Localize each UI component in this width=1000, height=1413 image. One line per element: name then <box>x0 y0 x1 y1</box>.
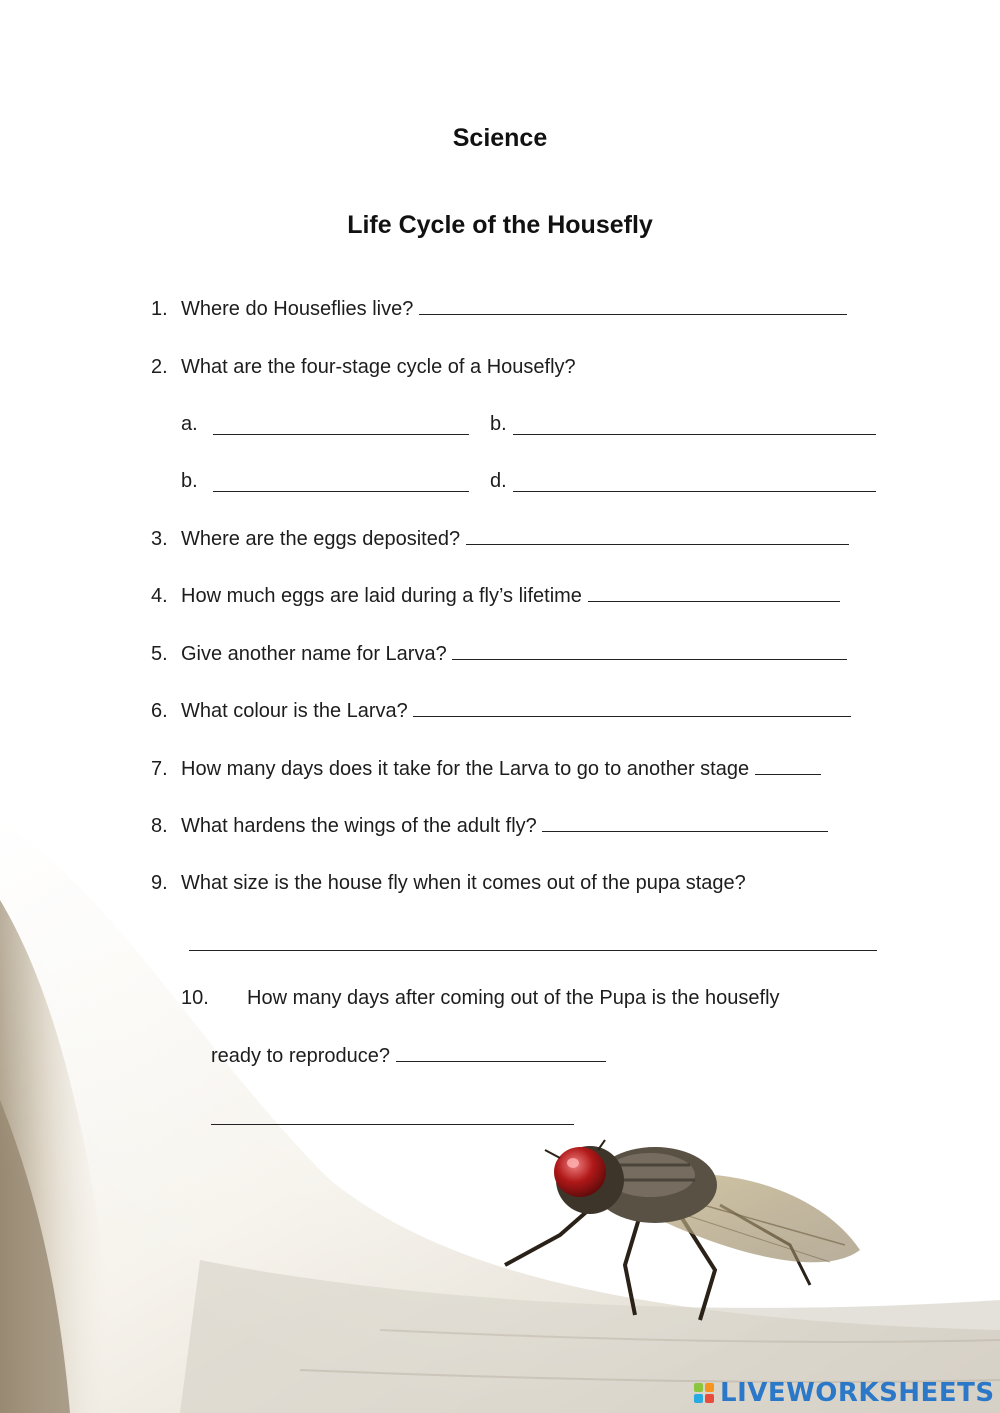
answer-7-blank[interactable] <box>755 758 821 775</box>
liveworksheets-logo[interactable] <box>694 1376 995 1410</box>
question-7-text: How many days does it take for the Larva to go to another stage <box>181 758 750 780</box>
liveworksheets-logo-mark-icon <box>694 1383 714 1403</box>
question-6-number: 6. <box>151 700 168 722</box>
question-1-number: 1. <box>151 298 168 320</box>
question-10-text: How many days after coming out of the Pupa is the housefly <box>247 987 780 1009</box>
answer-1-blank[interactable] <box>419 298 847 315</box>
question-1-text: Where do Houseflies live? <box>181 298 414 320</box>
question-10-number: 10. <box>181 987 209 1009</box>
question-8-number: 8. <box>151 815 168 837</box>
question-9-number: 9. <box>151 872 168 894</box>
answer-8-blank[interactable] <box>542 815 828 832</box>
answer-6-blank[interactable] <box>413 700 851 717</box>
answer-5-blank[interactable] <box>452 643 847 660</box>
stage-c-label: b. <box>181 470 198 492</box>
question-5-number: 5. <box>151 643 168 665</box>
question-2 <box>181 356 576 379</box>
stage-d-label: d. <box>490 470 507 492</box>
question-4-text: How much eggs are laid during a fly’s lifetime <box>181 585 582 607</box>
answer-10-blank[interactable] <box>396 1045 606 1062</box>
stage-a-blank[interactable] <box>213 434 469 435</box>
question-2-text: What are the four-stage cycle of a Housefly? <box>181 356 576 378</box>
answer-4-blank[interactable] <box>588 585 840 602</box>
question-4-number: 4. <box>151 585 168 607</box>
question-7-number: 7. <box>151 758 168 780</box>
question-6-text: What colour is the Larva? <box>181 700 408 722</box>
question-3-number: 3. <box>151 528 168 550</box>
stage-b-label: b. <box>490 413 507 435</box>
stage-b-blank[interactable] <box>513 434 876 435</box>
question-8 <box>181 815 828 838</box>
question-4 <box>181 585 840 608</box>
question-2-number: 2. <box>151 356 168 378</box>
stage-a-label: a. <box>181 413 198 435</box>
question-5 <box>181 643 847 666</box>
question-10-text-continued: ready to reproduce? <box>211 1045 391 1067</box>
page-title: Science <box>452 124 548 152</box>
question-5-text: Give another name for Larva? <box>181 643 447 665</box>
question-8-text: What hardens the wings of the adult fly? <box>181 815 537 837</box>
question-9 <box>181 872 746 895</box>
question-10 <box>211 1045 606 1068</box>
stage-d-blank[interactable] <box>513 491 876 492</box>
answer-9-blank[interactable] <box>189 950 877 951</box>
answer-10-extra-blank[interactable] <box>211 1124 574 1125</box>
stage-c-blank[interactable] <box>213 491 469 492</box>
question-3 <box>181 528 849 551</box>
question-6 <box>181 700 851 723</box>
answer-3-blank[interactable] <box>466 528 849 545</box>
liveworksheets-brand-text: LIVEWORKSHEETS <box>720 1378 995 1408</box>
question-7 <box>181 758 821 781</box>
worksheet-subtitle: Life Cycle of the Housefly <box>347 211 653 239</box>
question-9-text: What size is the house fly when it comes out of the pupa stage? <box>181 872 746 894</box>
question-3-text: Where are the eggs deposited? <box>181 528 461 550</box>
question-1 <box>181 298 847 321</box>
